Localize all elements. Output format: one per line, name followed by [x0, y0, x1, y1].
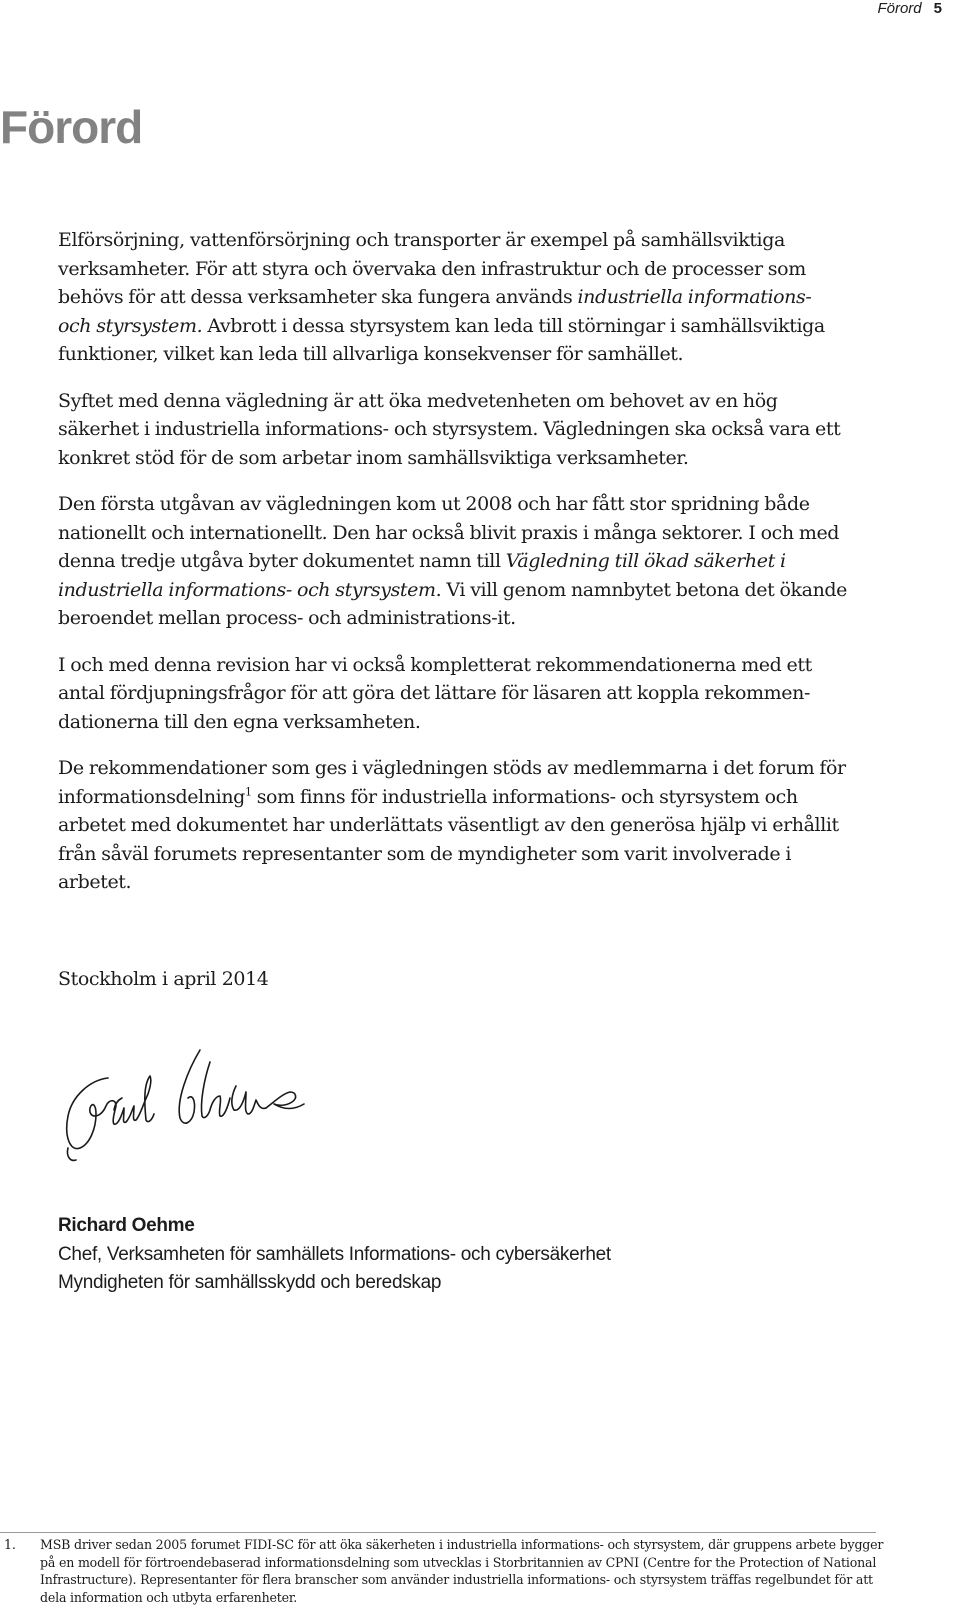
paragraph-3-text-a: Den första utgåvan av vägledningen kom ut 2008 och har fått stor spridning både nationellt och internationellt. Den har också blivit praxis i många sektorer. I och med denna tredje utgåva byter dokumentet namn till	[58, 493, 840, 572]
footnote-number: 1.	[4, 1537, 16, 1552]
running-header	[877, 0, 942, 22]
paragraph-5-text-b: som finns för industriella informations- och styrsystem och arbetet med dokumentet har underlättats väsentligt av den generösa hjälp vi erhållit från såväl forumets representanter som de myndigheter som varit involverade i arbetet.	[58, 785, 839, 893]
paragraph-1-text-a: Elförsörjning, vattenförsörjning och transporter är exempel på samhällsviktiga verksamheter. För att styra och övervaka den infrastruktur och de processer som behövs för att dessa verksamheter ska fungera används	[58, 229, 806, 308]
signer-name: Richard Oehme	[58, 1215, 195, 1236]
paragraph-3-emphasis: Vägledning till ökad säkerhet i industriella informations- och styrsystem	[58, 550, 786, 601]
place-date: Stockholm i april 2014	[58, 968, 269, 990]
paragraph-4: I och med denna revision har vi också kompletterat rekommendationerna med ett antal fördjupningsfrågor för att göra det lättare för läsaren att koppla rekommendationerna till den egna verksamheten.	[58, 653, 812, 733]
page-number: 5	[933, 0, 942, 17]
footnote-divider	[0, 1532, 876, 1533]
footnote	[0, 1536, 900, 1606]
signer-agency: Myndigheten för samhällsskydd och beredskap	[58, 1272, 442, 1293]
paragraph-1	[58, 226, 848, 369]
paragraph-5	[58, 754, 848, 897]
page-title: Förord	[0, 101, 143, 153]
signature-image	[60, 1040, 320, 1165]
body-text	[58, 226, 848, 915]
paragraph-2: Syftet med denna vägledning är att öka medvetenheten om behovet av en hög säkerhet i industriella informations- och styrsystem. Vägledningen ska också vara ett konkret stöd för de som arbetar inom samhällsviktiga verksamheter.	[58, 389, 841, 469]
paragraph-5-text-a: De rekommendationer som ges i vägledningen stöds av medlemmarna i det forum för informationsdelning	[58, 757, 846, 808]
running-header-section: Förord	[877, 0, 922, 17]
paragraph-1-emphasis: industriella informations- och styrsystem.	[58, 286, 812, 337]
footnote-text: MSB driver sedan 2005 forumet FIDI-SC för att öka säkerheten i industriella informations- och styrsystem, där gruppens arbete bygger på en modell för förtroendebaserad informationsdelning som utvecklas i Storbritannien av CPNI (Centre for the Protection of National Infrastructure). Representanter för flera branscher som använder industriella informations- och styrsystem träffas regelbundet för att dela information och utbyta erfarenheter.	[40, 1537, 884, 1605]
signer-block	[58, 1212, 611, 1298]
paragraph-3	[58, 490, 848, 633]
signer-role: Chef, Verksamheten för samhällets Informations- och cybersäkerhet	[58, 1243, 611, 1265]
footnote-reference[interactable]: 1	[244, 785, 252, 799]
paragraph-1-text-b: Avbrott i dessa styrsystem kan leda till störningar i samhällsviktiga funktioner, vilket kan leda till allvarliga konsekvenser för samhället.	[58, 314, 825, 365]
paragraph-3-text-b: . Vi vill genom namnbytet betona det ökande beroendet mellan process- och administrations-it.	[58, 578, 848, 629]
